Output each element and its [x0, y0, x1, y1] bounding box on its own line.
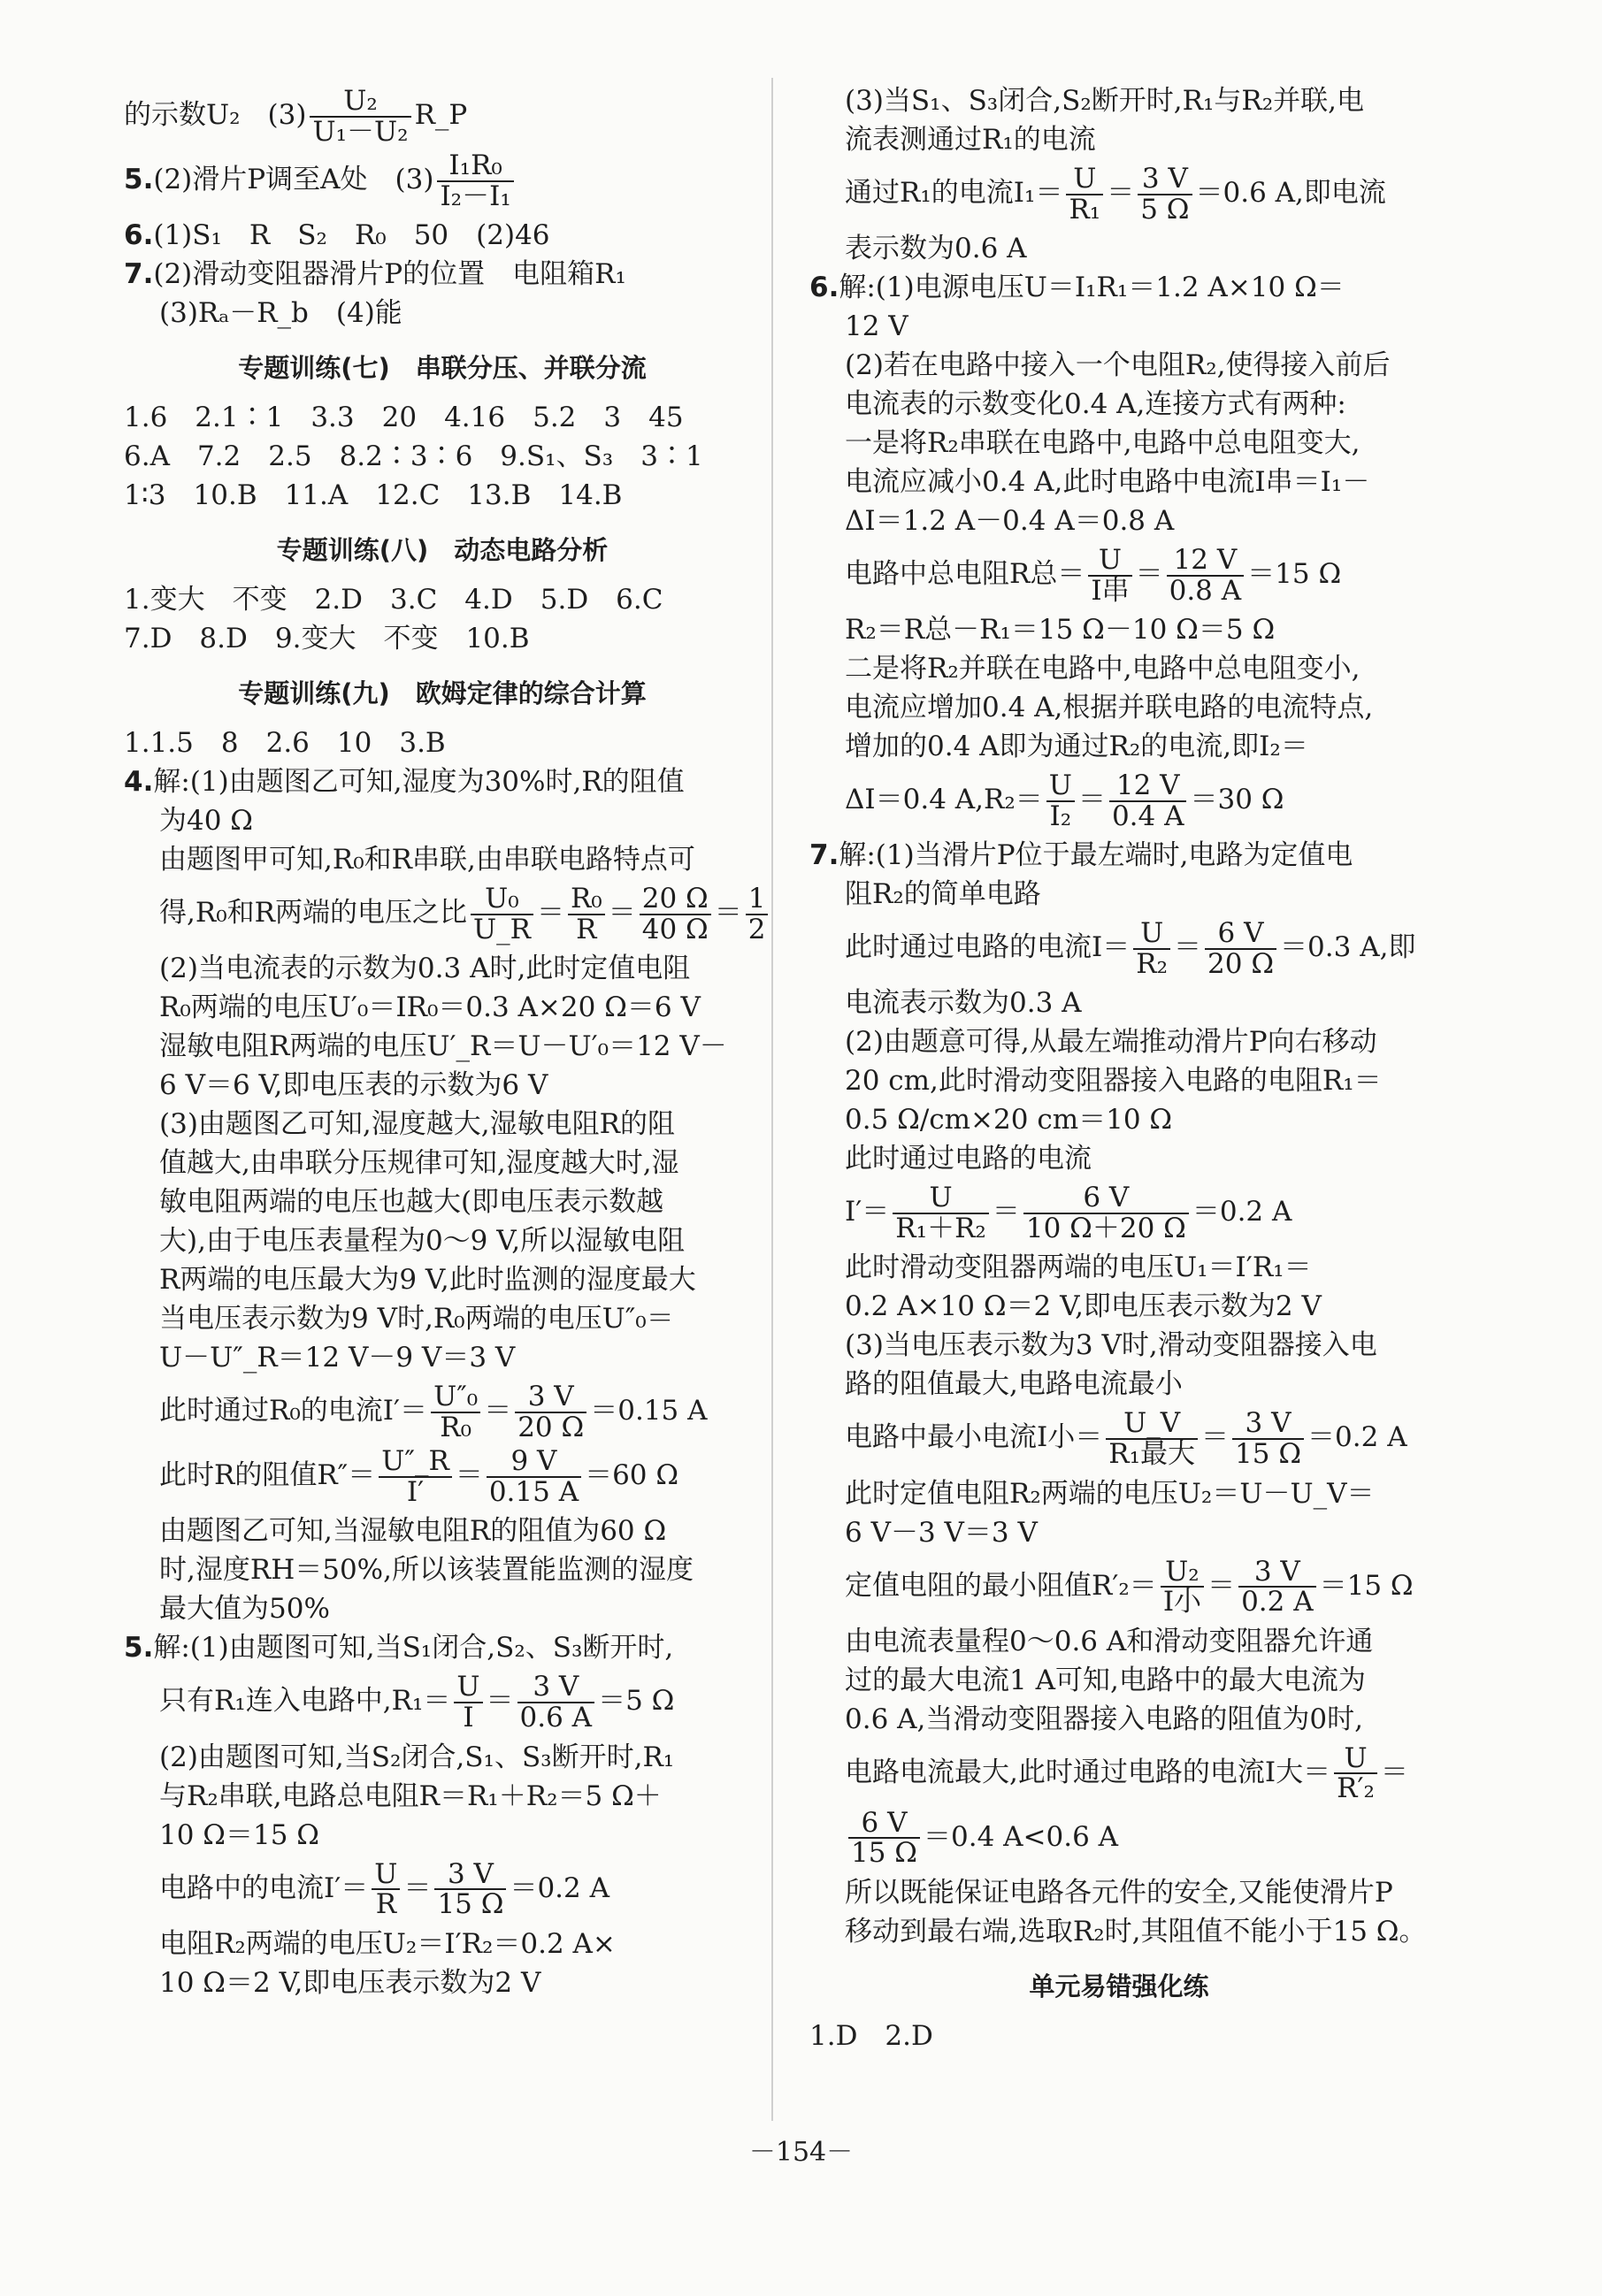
fraction: $\frac{3 V}{15 \Omega}$: [1232, 1409, 1304, 1468]
answer-line: 值越大,由串联分压规律可知,湿度越大时,湿: [159, 1147, 679, 1180]
answer-line: 阻R₂的简单电路: [845, 878, 1041, 911]
text: 的示数U₂ (3): [124, 99, 307, 132]
answer-line: (2)若在电路中接入一个电阻R₂,使得接入前后: [845, 349, 1391, 382]
fraction: $\frac{U}{\text{R₂}}$: [1133, 919, 1170, 978]
fraction: $\frac{U}{\text{I₂}}$: [1046, 771, 1075, 830]
answer-line: 7.D 8.D 9.变大 不变 10.B: [124, 623, 530, 655]
fraction: $\frac{9 V}{0.15 A}$: [487, 1447, 581, 1506]
fraction: $\frac{\text{U₂}}{\text{U₁－U₂}}$: [310, 87, 410, 146]
fraction: $\frac{U}{\text{R′₂}}$: [1334, 1744, 1377, 1803]
answer-line: 6 V－3 V＝3 V: [845, 1516, 1038, 1549]
answer-line: 此时通过电路的电流I＝ $\frac{U}{\text{R₂}}$ ＝ $\frac{6 V}{20 \Omega}$ ＝0.3 A,即: [845, 917, 1416, 980]
question-number: 4.: [124, 766, 154, 799]
answer-line: 湿敏电阻R两端的电压U′_R＝U－U′₀＝12 V－: [159, 1030, 727, 1063]
left-column: [124, 81, 766, 2002]
answer-line: $\frac{6 V}{15 \Omega}$ ＝0.4 A<0.6 A: [809, 1809, 1429, 1868]
fraction: $\frac{6 V}{10 \Omega+20 \Omega}$: [1023, 1183, 1189, 1243]
answer-line: 由题图乙可知,当湿敏电阻R的阻值为60 Ω: [159, 1515, 667, 1548]
answer-line: 二是将R₂并联在电路中,电路中总电阻变小,: [845, 653, 1361, 685]
answer-line: U－U″_R＝12 V－9 V＝3 V: [159, 1342, 516, 1374]
fraction: $\frac{3 V}{5 \Omega}$: [1138, 165, 1192, 224]
answer-line: (3)当S₁、S₃闭合,S₂断开时,R₁与R₂并联,电: [845, 85, 1365, 117]
answer-line: 1.D 2.D: [809, 2019, 933, 2052]
fraction: $\frac{3 V}{15 \Omega}$: [434, 1860, 506, 1919]
answer-line: 增加的0.4 A即为通过R₂的电流,即I₂＝: [845, 731, 1308, 763]
answer-line: 大),由于电压表量程为0～9 V,所以湿敏电阻: [159, 1225, 686, 1258]
answer-line: 过的最大电流1 A可知,电路中的最大电流为: [845, 1664, 1366, 1696]
answer-line: 10 Ω＝2 V,即电压表示数为2 V: [159, 1966, 541, 1999]
fraction: $\frac{U}{I}$: [454, 1672, 482, 1732]
answer-line: 电流表的示数变化0.4 A,连接方式有两种:: [845, 388, 1346, 421]
question-number: 6.: [809, 272, 839, 304]
answer-line: (3)Rₐ－R_b (4)能: [159, 297, 402, 330]
answer-line: 定值电阻的最小阻值R′₂＝ $\frac{\text{U₂}}{\text{I小}}$ ＝ $\frac{3 V}{0.2 A}$ ＝15 Ω: [845, 1555, 1414, 1619]
fraction: $\frac{U''\_R}{I'}$: [379, 1447, 452, 1506]
answer-line: 此时定值电阻R₂两端的电压U₂＝U－U_V＝: [845, 1477, 1375, 1510]
fraction: $\frac{3 V}{0.6 A}$: [517, 1672, 595, 1732]
answer-line: 0.6 A,当滑动变阻器接入电路的阻值为0时,: [845, 1703, 1363, 1735]
question-number: 7.: [809, 839, 839, 872]
answer-line: 由电流表量程0～0.6 A和滑动变阻器允许通: [845, 1625, 1374, 1657]
text: (1)S₁ R S₂ R₀ 50 (2)46: [153, 219, 550, 252]
answer-line: [124, 255, 761, 294]
fraction: $\frac{6 V}{20 \Omega}$: [1205, 919, 1276, 978]
answer-line: 一是将R₂串联在电路中,电路中总电阻变大,: [845, 427, 1361, 460]
answer-line: 6 V＝6 V,即电压表的示数为6 V: [159, 1069, 548, 1102]
answer-line: R₂＝R总－R₁＝15 Ω－10 Ω＝5 Ω: [845, 614, 1276, 647]
answer-line: 电路中的电流I′＝ $\frac{U}{R}$ ＝ $\frac{3 V}{15 \Omega}$ ＝0.2 A: [159, 1857, 609, 1921]
answer-line: ΔI＝1.2 A－0.4 A＝0.8 A: [845, 505, 1175, 538]
answer-line: 电流应减小0.4 A,此时电路中电流I串＝I₁－: [845, 466, 1370, 499]
answer-line: [124, 216, 761, 255]
answer-line: 电路电流最大,此时通过电路的电流I大＝ $\frac{U}{\text{R′₂}}$ ＝: [845, 1741, 1408, 1805]
text: 解:(1)由题图乙可知,湿度为30%时,R的阻值: [153, 766, 685, 799]
answer-line: 1.6 2.1∶1 3.3 20 4.16 5.2 3 45: [124, 402, 684, 434]
answer-line: 此时R的阻值R″＝ $\frac{U''\_R}{I'}$ ＝ $\frac{9 V}{0.15 A}$ ＝60 Ω: [159, 1445, 679, 1508]
answer-line: 只有R₁连入电路中,R₁＝ $\frac{U}{I}$ ＝ $\frac{3 V}{0.6 A}$ ＝5 Ω: [159, 1671, 675, 1734]
answer-line: 此时通过R₀的电流I′＝ $\frac{\text{U″₀}}{\text{R₀}}$ ＝ $\frac{3 V}{20 \Omega}$ ＝0.15 A: [159, 1381, 708, 1443]
text: R_P: [414, 99, 468, 132]
fraction: $\frac{U}{\text{R₁＋R₂}}$: [893, 1183, 989, 1243]
question-number: 6.: [124, 219, 154, 252]
answer-line: 0.5 Ω/cm×20 cm＝10 Ω: [845, 1104, 1173, 1137]
answer-line: 路的阻值最大,电路电流最小: [845, 1368, 1183, 1401]
answer-line: [124, 87, 761, 146]
text: (2)滑片P调至A处 (3): [153, 164, 434, 196]
answer-line: (3)当电压表示数为3 V时,滑动变阻器接入电: [845, 1329, 1377, 1362]
section-heading: 专题训练(九) 欧姆定律的综合计算: [238, 678, 647, 709]
answer-line: 由题图甲可知,R₀和R串联,由串联电路特点可: [159, 844, 695, 876]
answer-line: 为40 Ω: [159, 805, 254, 838]
answer-line: 通过R₁的电流I₁＝ $\frac{U}{\text{R₁}}$ ＝ $\frac{3 V}{5 \Omega}$ ＝0.6 A,即电流: [845, 163, 1386, 226]
question-number: 7.: [124, 258, 154, 291]
answer-line: 与R₂串联,电路总电阻R＝R₁＋R₂＝5 Ω＋: [159, 1779, 662, 1812]
answer-line: 1.1.5 8 2.6 10 3.B: [124, 727, 446, 760]
answer-line: 移动到最右端,选取R₂时,其阻值不能小于15 Ω。: [845, 1915, 1427, 1948]
answer-line: [124, 151, 761, 210]
answer-line: 当电压表示数为9 V时,R₀两端的电压U″₀＝: [159, 1303, 674, 1336]
answer-line: 1∶3 10.B 11.A 12.C 13.B 14.B: [124, 479, 623, 512]
section-heading: 专题训练(七) 串联分压、并联分流: [238, 353, 647, 384]
answer-line: R₀两端的电压U′₀＝IR₀＝0.3 A×20 Ω＝6 V: [159, 991, 701, 1024]
answer-line: 0.2 A×10 Ω＝2 V,即电压表示数为2 V: [845, 1290, 1322, 1323]
answer-line: 7.解:(1)当滑片P位于最左端时,电路为定值电: [809, 839, 1353, 872]
answer-line: (2)由题图可知,当S₂闭合,S₁、S₃断开时,R₁: [159, 1741, 675, 1773]
answer-line: 最大值为50%: [159, 1593, 330, 1626]
answer-line: 表示数为0.6 A: [845, 233, 1027, 265]
answer-line: 敏电阻两端的电压也越大(即电压表示数越: [159, 1186, 664, 1219]
answer-line: R两端的电压最大为9 V,此时监测的湿度最大: [159, 1264, 696, 1297]
answer-line: 6.A 7.2 2.5 8.2∶3∶6 9.S₁、S₃ 3∶1: [124, 440, 703, 473]
fraction: $\frac{1}{2}$: [746, 884, 769, 944]
fraction: $\frac{3 V}{20 \Omega}$: [515, 1382, 586, 1442]
fraction: $\frac{12 V}{0.8 A}$: [1167, 546, 1245, 605]
answer-line: 电阻R₂两端的电压U₂＝I′R₂＝0.2 A×: [159, 1927, 616, 1960]
answer-line: (3)由题图乙可知,湿度越大,湿敏电阻R的阻: [159, 1108, 675, 1141]
fraction: $\frac{U\_V}{\text{R₁最大}}$: [1106, 1409, 1198, 1468]
fraction: $\frac{6 V}{15 \Omega}$: [848, 1809, 920, 1868]
answer-line: 时,湿度RH＝50%,所以该装置能监测的湿度: [159, 1554, 694, 1587]
answer-line: 1.变大 不变 2.D 3.C 4.D 5.D 6.C: [124, 584, 663, 616]
question-number: 5.: [124, 1632, 154, 1665]
fraction: $\frac{\text{R₀}}{R}$: [568, 884, 605, 944]
right-column: [809, 81, 1429, 2055]
fraction: $\frac{U}{\text{R₁}}$: [1066, 165, 1103, 224]
fraction: $\frac{\text{U₂}}{\text{I小}}$: [1161, 1557, 1204, 1617]
answer-line: (2)当电流表的示数为0.3 A时,此时定值电阻: [159, 953, 691, 985]
answer-line: 此时滑动变阻器两端的电压U₁＝I′R₁＝: [845, 1251, 1312, 1284]
answer-line: ΔI＝0.4 A,R₂＝ $\frac{U}{\text{I₂}}$ ＝ $\frac{12 V}{0.4 A}$ ＝30 Ω: [845, 769, 1284, 832]
fraction: $\frac{U}{R}$: [372, 1860, 400, 1919]
answer-line: 所以既能保证电路各元件的安全,又能使滑片P: [845, 1876, 1393, 1909]
fraction: $\frac{12 V}{0.4 A}$: [1109, 771, 1187, 830]
fraction: $\frac{\text{I₁R₀}}{\text{I₂－I₁}}$: [437, 151, 513, 210]
section-heading: 专题训练(八) 动态电路分析: [276, 535, 609, 566]
answer-line: [124, 762, 761, 801]
answer-line: 得,R₀和R两端的电压之比 $\frac{\text{U₀}}{U\_R}$ ＝ $\frac{\text{R₀}}{R}$ ＝ $\frac{20 \Omega}{40 \Omega}$ ＝ $\frac{1}{2}$: [124, 884, 761, 944]
section-heading: 单元易错强化练: [1029, 1971, 1209, 2001]
answer-line: 此时通过电路的电流: [845, 1143, 1092, 1175]
question-number: 5.: [124, 164, 154, 196]
answer-line: 流表测通过R₁的电流: [845, 124, 1096, 156]
answer-line: 电路中最小电流I小＝ $\frac{U\_V}{\text{R₁最大}}$ ＝ $\frac{3 V}{15 \Omega}$ ＝0.2 A: [845, 1407, 1407, 1471]
answer-line: I′＝ $\frac{U}{\text{R₁＋R₂}}$ ＝ $\frac{6 V}{10 \Omega+20 \Omega}$ ＝0.2 A: [845, 1182, 1292, 1244]
fraction: $\frac{\text{U₀}}{U\_R}$: [471, 884, 533, 944]
answer-line: 6.解:(1)电源电压U＝I₁R₁＝1.2 A×10 Ω＝: [809, 272, 1345, 304]
answer-line: 电流表示数为0.3 A: [845, 987, 1082, 1020]
column-divider: [771, 78, 773, 2121]
fraction: $\frac{3 V}{0.2 A}$: [1238, 1557, 1316, 1617]
fraction: $\frac{U}{\text{I串}}$: [1088, 546, 1131, 605]
page-number: －154－: [748, 2137, 854, 2168]
text: (2)滑动变阻器滑片P的位置 电阻箱R₁: [153, 258, 626, 291]
answer-line: 12 V: [845, 310, 908, 343]
answer-line: 电路中总电阻R总＝ $\frac{U}{\text{I串}}$ ＝ $\frac{12 V}{0.8 A}$ ＝15 Ω: [845, 544, 1342, 607]
fraction: $\frac{20 \Omega}{40 \Omega}$: [640, 884, 711, 944]
answer-line: 10 Ω＝15 Ω: [159, 1818, 320, 1851]
answer-line: 5.解:(1)由题图可知,当S₁闭合,S₂、S₃断开时,: [124, 1632, 674, 1665]
answer-line: (2)由题意可得,从最左端推动滑片P向右移动: [845, 1026, 1377, 1059]
answer-line: 电流应增加0.4 A,根据并联电路的电流特点,: [845, 692, 1374, 724]
answer-line: 20 cm,此时滑动变阻器接入电路的电阻R₁＝: [845, 1065, 1382, 1098]
fraction: $\frac{\text{U″₀}}{\text{R₀}}$: [431, 1382, 480, 1442]
